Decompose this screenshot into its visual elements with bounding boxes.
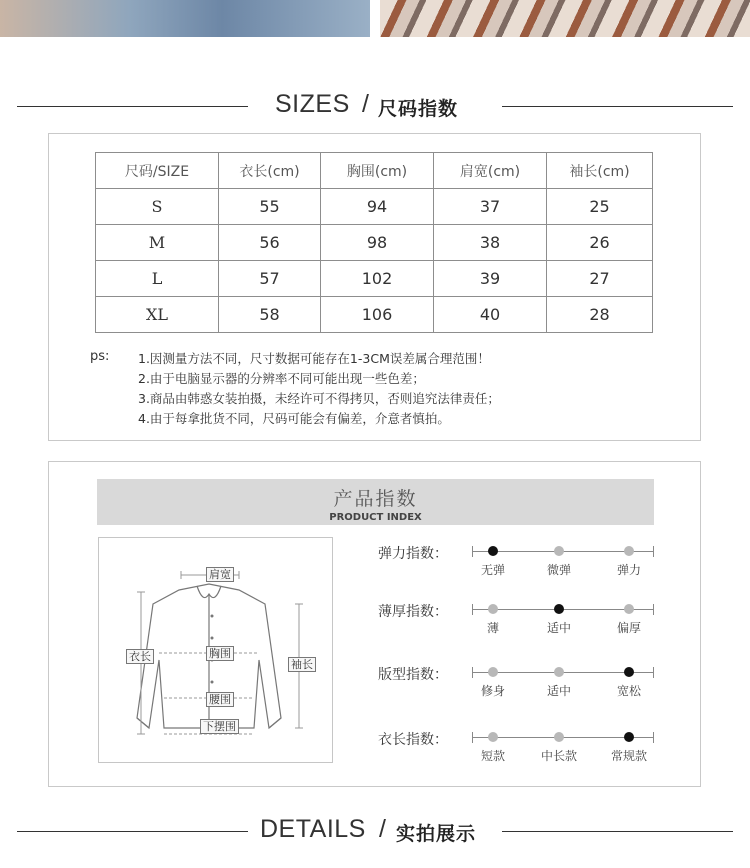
sizes-heading-slash: /: [362, 90, 369, 118]
label-sleeve: 袖长: [288, 657, 316, 672]
cell-shoulder: 39: [434, 261, 547, 297]
cell-sleeve: 27: [547, 261, 653, 297]
index-option: 短款: [480, 749, 505, 763]
index-dot: [624, 546, 634, 556]
table-row: [96, 297, 653, 333]
index-row-length: [378, 729, 658, 765]
index-option: 宽松: [616, 684, 641, 698]
cell-shoulder: 40: [434, 297, 547, 333]
top-photo-left: [0, 0, 370, 37]
details-heading-en: DETAILS: [260, 815, 366, 843]
table-row: [96, 261, 653, 297]
note-line: 2.由于电脑显示器的分辨率不同可能出现一些色差；: [138, 371, 425, 386]
size-table: [95, 152, 653, 333]
index-option: 适中: [546, 684, 571, 698]
track-cap: [472, 604, 473, 615]
cell-size: M: [96, 225, 219, 261]
index-dot: [488, 732, 498, 742]
cell-shoulder: 38: [434, 225, 547, 261]
size-table-header-row: [96, 153, 653, 189]
index-dot: [488, 667, 498, 677]
cell-length: 56: [219, 225, 321, 261]
sizes-heading-cn: 尺码指数: [378, 98, 459, 120]
index-dot-selected: [624, 732, 634, 742]
index-dot: [488, 604, 498, 614]
cell-length: 57: [219, 261, 321, 297]
index-option: 适中: [546, 621, 571, 635]
cell-chest: 106: [321, 297, 434, 333]
notes-prefix: ps:: [90, 349, 110, 364]
cell-chest: 102: [321, 261, 434, 297]
index-option: 偏厚: [616, 621, 641, 635]
track-cap: [472, 546, 473, 557]
details-heading-cn: 实拍展示: [396, 823, 477, 845]
index-option: 微弹: [546, 563, 571, 577]
cell-sleeve: 26: [547, 225, 653, 261]
header-length: 衣长(cm): [219, 153, 321, 189]
index-option: 中长款: [540, 749, 577, 763]
cell-size: XL: [96, 297, 219, 333]
top-photo-right: [380, 0, 750, 37]
index-dot-selected: [554, 604, 564, 614]
cell-size: S: [96, 189, 219, 225]
product-index-title-en: PRODUCT INDEX: [329, 512, 422, 523]
sizes-heading-en: SIZES: [275, 90, 350, 118]
sizes-heading: [0, 86, 750, 126]
cell-sleeve: 25: [547, 189, 653, 225]
header-sleeve: 袖长(cm): [547, 153, 653, 189]
label-shoulder: 肩宽: [206, 567, 234, 582]
index-option: 弹力: [616, 563, 641, 577]
table-row: [96, 189, 653, 225]
index-dot: [554, 667, 564, 677]
product-index-title: [97, 479, 654, 525]
index-label: 薄厚指数：: [378, 604, 448, 620]
track-cap: [472, 732, 473, 743]
index-dot: [624, 604, 634, 614]
details-heading: [0, 811, 750, 851]
index-label: 弹力指数：: [378, 546, 448, 562]
track-cap: [653, 546, 654, 557]
index-dot-selected: [624, 667, 634, 677]
track-cap: [653, 604, 654, 615]
index-option: 常规款: [610, 749, 647, 763]
label-chest: 胸围: [206, 646, 234, 661]
index-row-thickness: [378, 601, 658, 637]
index-dot-selected: [488, 546, 498, 556]
header-chest: 胸围(cm): [321, 153, 434, 189]
label-length: 衣长: [126, 649, 154, 664]
note-line: 1.因测量方法不同，尺寸数据可能存在1-3CM误差属合理范围！: [138, 351, 490, 366]
track-cap: [472, 667, 473, 678]
index-dot: [554, 732, 564, 742]
product-index-title-cn: 产品指数: [333, 488, 418, 510]
table-row: [96, 225, 653, 261]
track-cap: [653, 732, 654, 743]
index-option: 无弹: [480, 563, 505, 577]
heading-rule-right: [502, 831, 733, 832]
cell-length: 55: [219, 189, 321, 225]
cell-sleeve: 28: [547, 297, 653, 333]
shirt-diagram: [98, 537, 333, 763]
note-line: 3.商品由韩惑女装拍摄，未经许可不得拷贝，否则追究法律责任；: [138, 391, 500, 406]
details-heading-slash: /: [379, 815, 386, 843]
index-row-fit: [378, 664, 658, 700]
index-dot: [554, 546, 564, 556]
note-line: 4.由于每拿批货不同，尺码可能会有偏差，介意者慎拍。: [138, 411, 450, 426]
heading-rule-left: [17, 106, 248, 107]
cell-size: L: [96, 261, 219, 297]
index-option: 薄: [486, 621, 499, 635]
index-label: 衣长指数：: [378, 732, 448, 748]
heading-rule-right: [502, 106, 733, 107]
header-shoulder: 肩宽(cm): [434, 153, 547, 189]
cell-chest: 94: [321, 189, 434, 225]
label-waist: 腰围: [206, 692, 234, 707]
label-hem: 下摆围: [200, 719, 239, 734]
index-label: 版型指数：: [378, 667, 448, 683]
cell-length: 58: [219, 297, 321, 333]
track-cap: [653, 667, 654, 678]
header-size: 尺码/SIZE: [96, 153, 219, 189]
cell-shoulder: 37: [434, 189, 547, 225]
cell-chest: 98: [321, 225, 434, 261]
index-option: 修身: [480, 684, 505, 698]
heading-rule-left: [17, 831, 248, 832]
index-row-elasticity: [378, 543, 658, 579]
